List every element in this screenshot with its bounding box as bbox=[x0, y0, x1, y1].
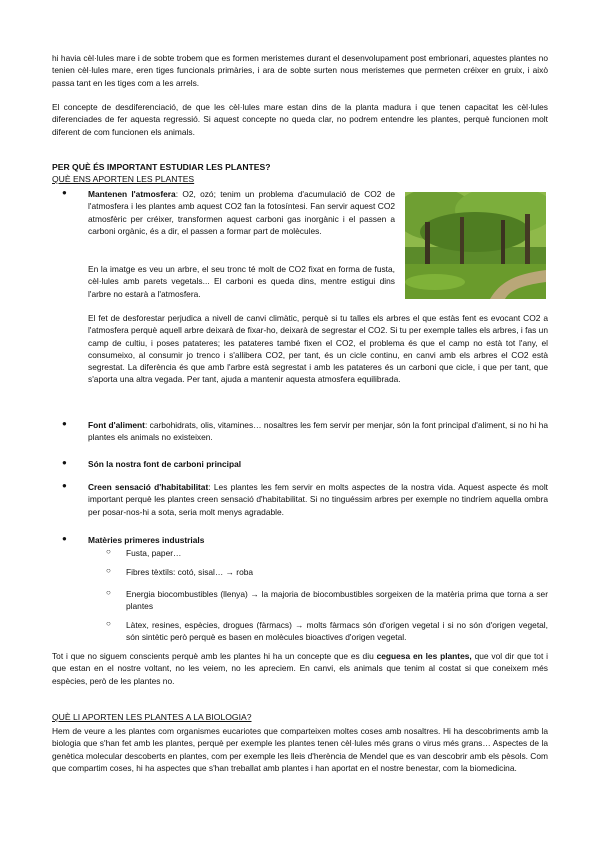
materies-subitem: Fusta, paper… bbox=[126, 548, 182, 558]
atmosfera-label: Mantenen l'atmosfera bbox=[88, 189, 176, 199]
sub-bullet-circle: ○ bbox=[106, 619, 111, 628]
closing-bold: ceguesa en les plantes, bbox=[376, 651, 472, 661]
materies-item: Matèries primeres industrials bbox=[88, 535, 205, 545]
section-title-importance: PER QUÈ ÉS IMPORTANT ESTUDIAR LES PLANTES? bbox=[52, 162, 271, 172]
atmosfera-text: : O2, ozó; tenim un problema d'acumulació de CO2 de l'atmosfera i les plantes amb aquest CO2 fan la fotosíntesi. Fan servir aquest CO2 atmosfèric per créixer, transformen aquest carboni gas inorgànic i el passen a carboni orgànic, és a dir, el passen a formar part de molècules. bbox=[88, 189, 396, 236]
aliment-label: Font d'aliment bbox=[88, 420, 145, 430]
materies-subitem: Fibres tèxtils: cotó, sisal… → roba bbox=[126, 567, 254, 577]
aliment-item bbox=[88, 419, 548, 444]
biology-paragraph: Hem de veure a les plantes com organismes eucariotes que comparteixen moltes coses amb nosaltres. Hi ha descobriments amb la biologia que s'han fet amb les plantes, perquè per exemple les plantes tenen cèl·lules més grans o virus més grans… Aspectes de la genètica molecular descoberts en plantes, com per exemple les lleis d'herència de Mendel que es van descobrir amb els pèsols. Com que compartim coses, hi ha aspectes que s'han treballat amb plantes i han aportat en el nostre benestar, com la biomedicina. bbox=[52, 726, 548, 773]
section-subtitle-contributions: QUÈ ENS APORTEN LES PLANTES bbox=[52, 174, 195, 184]
carboni-item: Són la nostra font de carboni principal bbox=[88, 459, 242, 469]
forest-path-illustration bbox=[405, 192, 546, 299]
closing-text-1: Tot i que no siguem conscients perquè amb les plantes hi ha un concepte que es diu bbox=[52, 651, 377, 661]
atmosfera-item bbox=[88, 188, 395, 237]
materies-subitem: Làtex, resines, espècies, drogues (fàrmacs) → molts fàrmacs són d'origen vegetal i si no són d'origen vegetal, són sintètic però perquè es basen en molècules bioactives d'origen vegetal. bbox=[126, 620, 548, 643]
materies-subitem: Energia biocombustibles (llenya) → la majoria de biocombustibles sorgeixen de la matèria prima que torna a ser plantes bbox=[126, 589, 548, 612]
habitabilitat-text: : Les plantes les fem servir en molts aspectes de la nostra vida. Aquest aspecte és molt important perquè les plantes creen sensació d'habitabilitat. Si no tinguéssim arbres per exemple no tindríem aquella ombra per posar-nos-hi a sota, seria molt menys agradable. bbox=[88, 482, 549, 517]
sub-bullet-circle: ○ bbox=[106, 547, 111, 556]
habitabilitat-label: Creen sensació d'habitabilitat bbox=[88, 482, 209, 492]
closing-paragraph bbox=[52, 650, 548, 687]
bullet-dot: ● bbox=[62, 458, 67, 467]
atmosfera-text-2: El fet de desforestar perjudica a nivell de canvi climàtic, perquè si tu talles els arbres el que estàs fent es evocant CO2 a l'atmosfera perquè aquell arbre deixarà de fixar-ho, deixarà de segrestar el CO2. Si tu per exemple talles els arbres, i fas un camp de cultiu, i poses patateres; les patateres també fixen el CO2, el problema és que el camp no està tot l'any, el consumeixo, al consumir jo trenco i s'allibera CO2, per tant, és un cicle continu, en canvi amb els arbres el CO2 està segrestat. La diferència és que amb l'arbre està segrestat i amb les patateres és un carboni que cicle, i que per tant, que s'aporta una altra vegada. Per tant, ajuda a mantenir aquesta atmosfera equilibrada. bbox=[88, 313, 548, 385]
bullet-dot: ● bbox=[62, 188, 67, 197]
sub-bullet-circle: ○ bbox=[106, 588, 111, 597]
bullet-dot: ● bbox=[62, 481, 67, 490]
atmosfera-image-text: En la imatge es veu un arbre, el seu tronc té molt de CO2 fixat en forma de fusta, cèl·lules amb parets vegetals... El carboni es queda dins, mentre estigui dins l'arbre no estarà a l'atmosfera. bbox=[88, 264, 395, 299]
intro-paragraph-1: hi havia cèl·lules mare i de sobte trobem que es formen meristemes durant el desenvolupament post embrionari, aquestes plantes no tenien cèl·lules mare, eren tiges funcionals primàries, i ara de sobte surten nous meristemes que permeten créixer en gruix, i això passa tant en les tiges com a les arrels. bbox=[52, 53, 548, 88]
habitabilitat-item bbox=[88, 481, 548, 518]
closing-text-2: que vol dir que tot i que estan en el nostre voltant, no les veiem, no les apreciem. En canvi, els animals que tenim al costat si que coneixem més espècies, però de les plantes no. bbox=[52, 651, 548, 686]
aliment-text: : carbohidrats, olis, vitamines… nosaltres les fem servir per menjar, són la font principal d'aliment, si no hi ha plantes els animals no existeixen. bbox=[88, 420, 548, 443]
forest-path-photo bbox=[405, 192, 546, 299]
bullet-dot: ● bbox=[62, 534, 67, 543]
bullet-dot: ● bbox=[62, 419, 67, 428]
sub-bullet-circle: ○ bbox=[106, 566, 111, 575]
section-title-biology: QUÈ LI APORTEN LES PLANTES A LA BIOLOGIA? bbox=[52, 712, 252, 722]
intro-paragraph-2: El concepte de desdiferenciació, de que les cèl·lules mare estan dins de la planta madura i que tenen capacitat les cèl·lules diferenciades de fer aquesta regressió. Si aquest concepte no queda clar, no podrem entendre les plantes, perquè funcionen molt diferent de com funcionen els animals. bbox=[52, 102, 548, 137]
